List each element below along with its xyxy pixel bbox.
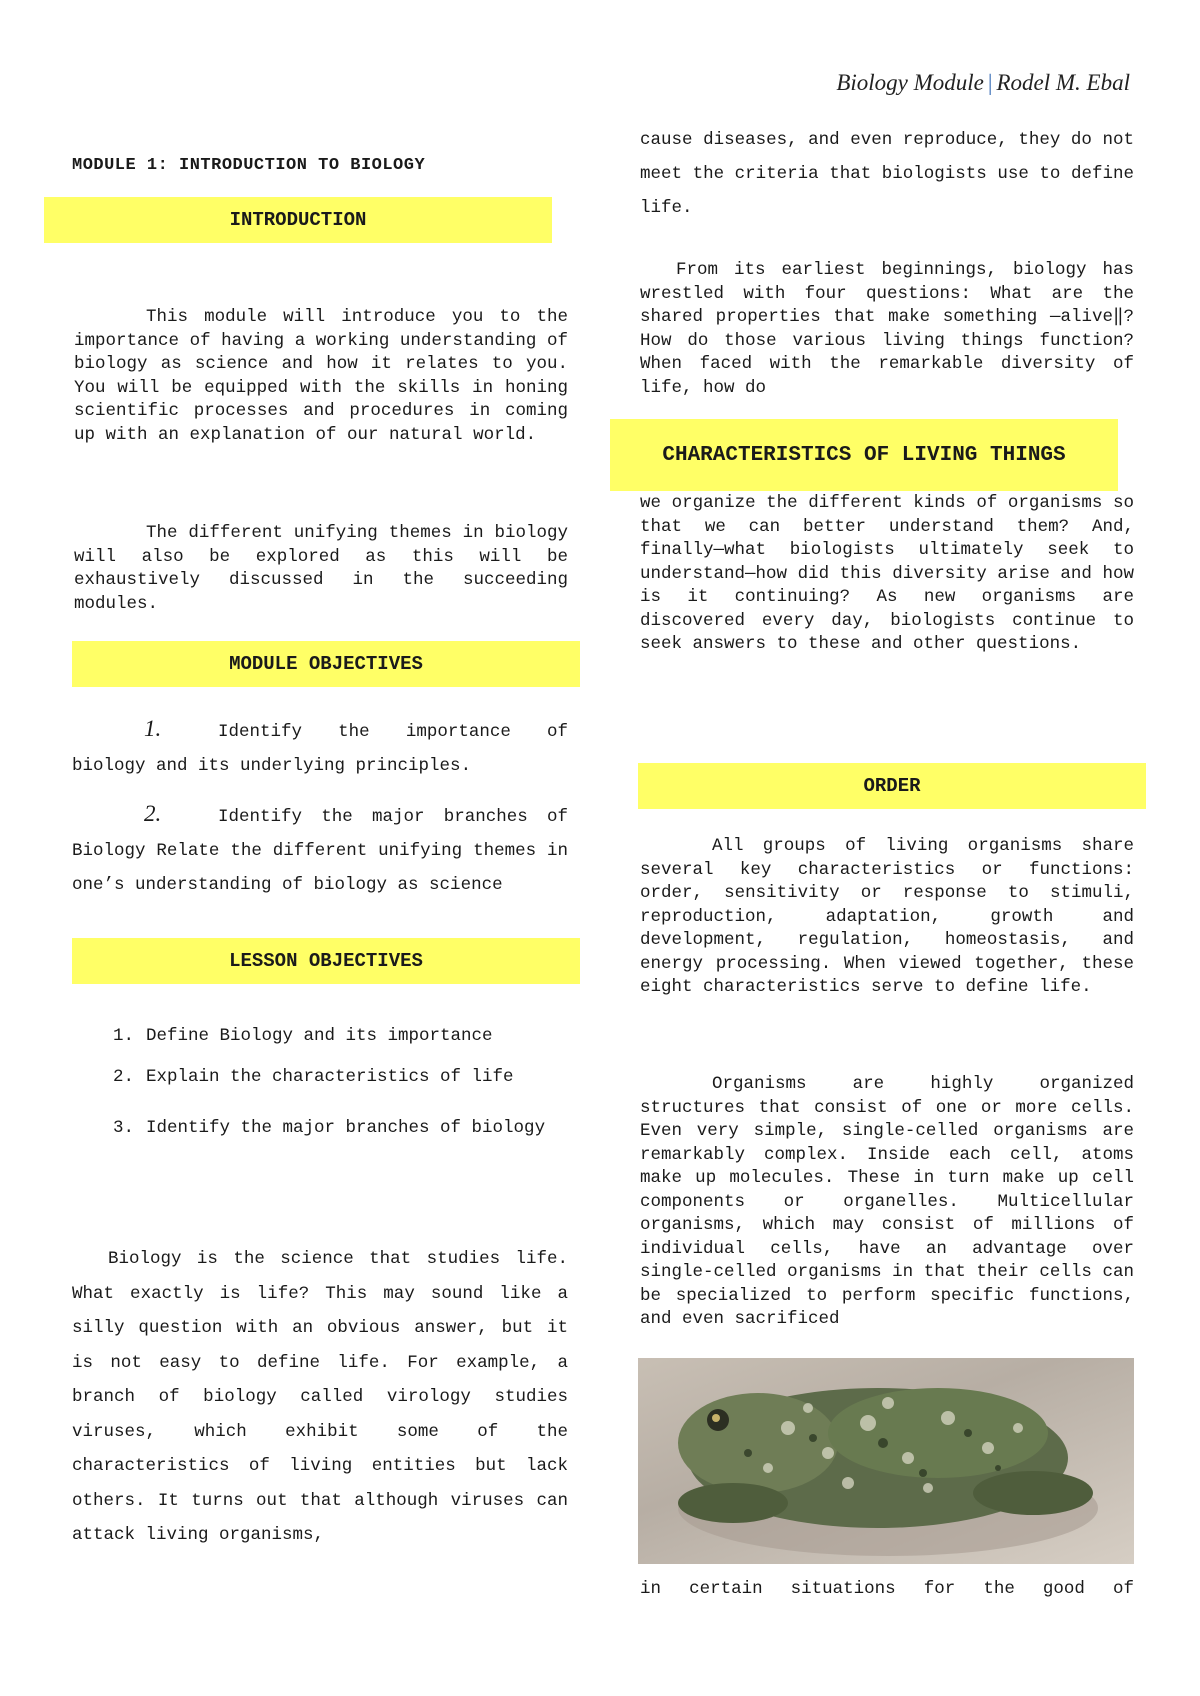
- module-objective-1: [72, 712, 568, 783]
- module-objective-2: [72, 797, 568, 902]
- module-title: MODULE 1: INTRODUCTION TO BIOLOGY: [72, 156, 426, 175]
- final-line: in certain situations for the good of: [640, 1579, 1134, 1599]
- lesson-objectives-list: [72, 1020, 568, 1146]
- list-item: 3. Identify the major branches of biology: [112, 1118, 546, 1138]
- earliest-paragraph-bottom: we organize the different kinds of organisms so that we can better understand them? And, finally—what biologists ultimately seek to understand—how did this diversity arise and how is it continuing? As new organisms are discovered every day, biologists continue to seek answers to these and other questions.: [640, 493, 1134, 654]
- objective-text: Identify the major branches of Biology Relate the different unifying themes in one’s understanding of biology as science: [72, 807, 568, 895]
- intro-paragraph-1: This module will introduce you to the importance of having a working understanding of biology as science and how it relates to you. You will be equipped with the skills in honing scientific processes and procedures in coming up with an explanation of our natural world.: [74, 307, 568, 445]
- list-item: 1. Define Biology and its importance: [112, 1026, 493, 1046]
- order-heading: ORDER: [638, 763, 1146, 809]
- header-separator: |: [987, 70, 993, 95]
- header-author: Rodel M. Ebal: [996, 70, 1130, 95]
- objective-number: 2.: [144, 801, 162, 826]
- list-item: 2. Explain the characteristics of life: [112, 1067, 514, 1087]
- intro-paragraph-2: The different unifying themes in biology will also be explored as this will be exhaustively discussed in the succeeding modules.: [74, 523, 568, 614]
- continuation-paragraph: cause diseases, and even reproduce, they do not meet the criteria that biologists use to define life.: [640, 130, 1134, 218]
- page-header: [836, 70, 1130, 96]
- objective-number: 1.: [144, 716, 162, 741]
- earliest-paragraph-top: From its earliest beginnings, biology has wrestled with four questions: What are the shared properties that make something ―alive‖? How do those various living things function? When faced with the remarkable diversity of life, how do: [640, 260, 1134, 398]
- order-paragraph-1: All groups of living organisms share several key characteristics or functions: order, sensitivity or response to stimuli, reproduction, adaptation, growth and development, regulation, homeostasis, and energy processing. When viewed together, these eight characteristics serve to define life.: [640, 836, 1134, 997]
- toad-icon: [638, 1358, 1134, 1564]
- toad-photo: [638, 1358, 1134, 1564]
- objective-text: Identify the importance of biology and its underlying principles.: [72, 722, 568, 776]
- header-title: Biology Module: [836, 70, 984, 95]
- module-objectives-heading: MODULE OBJECTIVES: [72, 641, 580, 687]
- order-paragraph-2: Organisms are highly organized structures that consist of one or more cells. Even very simple, single-celled organisms are remarkably complex. Inside each cell, atoms make up molecules. These in turn make up cell components or organelles. Multicellular organisms, which may consist of millions of individual cells, have an advantage over single-celled organisms in that their cells can be specialized to perform specific functions, and even sacrificed: [640, 1074, 1134, 1329]
- introduction-heading: INTRODUCTION: [44, 197, 552, 243]
- characteristics-heading: CHARACTERISTICS OF LIVING THINGS: [610, 419, 1118, 491]
- biology-paragraph: Biology is the science that studies life. What exactly is life? This may sound like a silly question with an obvious answer, but it is not easy to define life. For example, a branch of biology called virology studies viruses, which exhibit some of the characteristics of living entities but lack others. It turns out that although viruses can attack living organisms,: [72, 1249, 568, 1545]
- lesson-objectives-heading: LESSON OBJECTIVES: [72, 938, 580, 984]
